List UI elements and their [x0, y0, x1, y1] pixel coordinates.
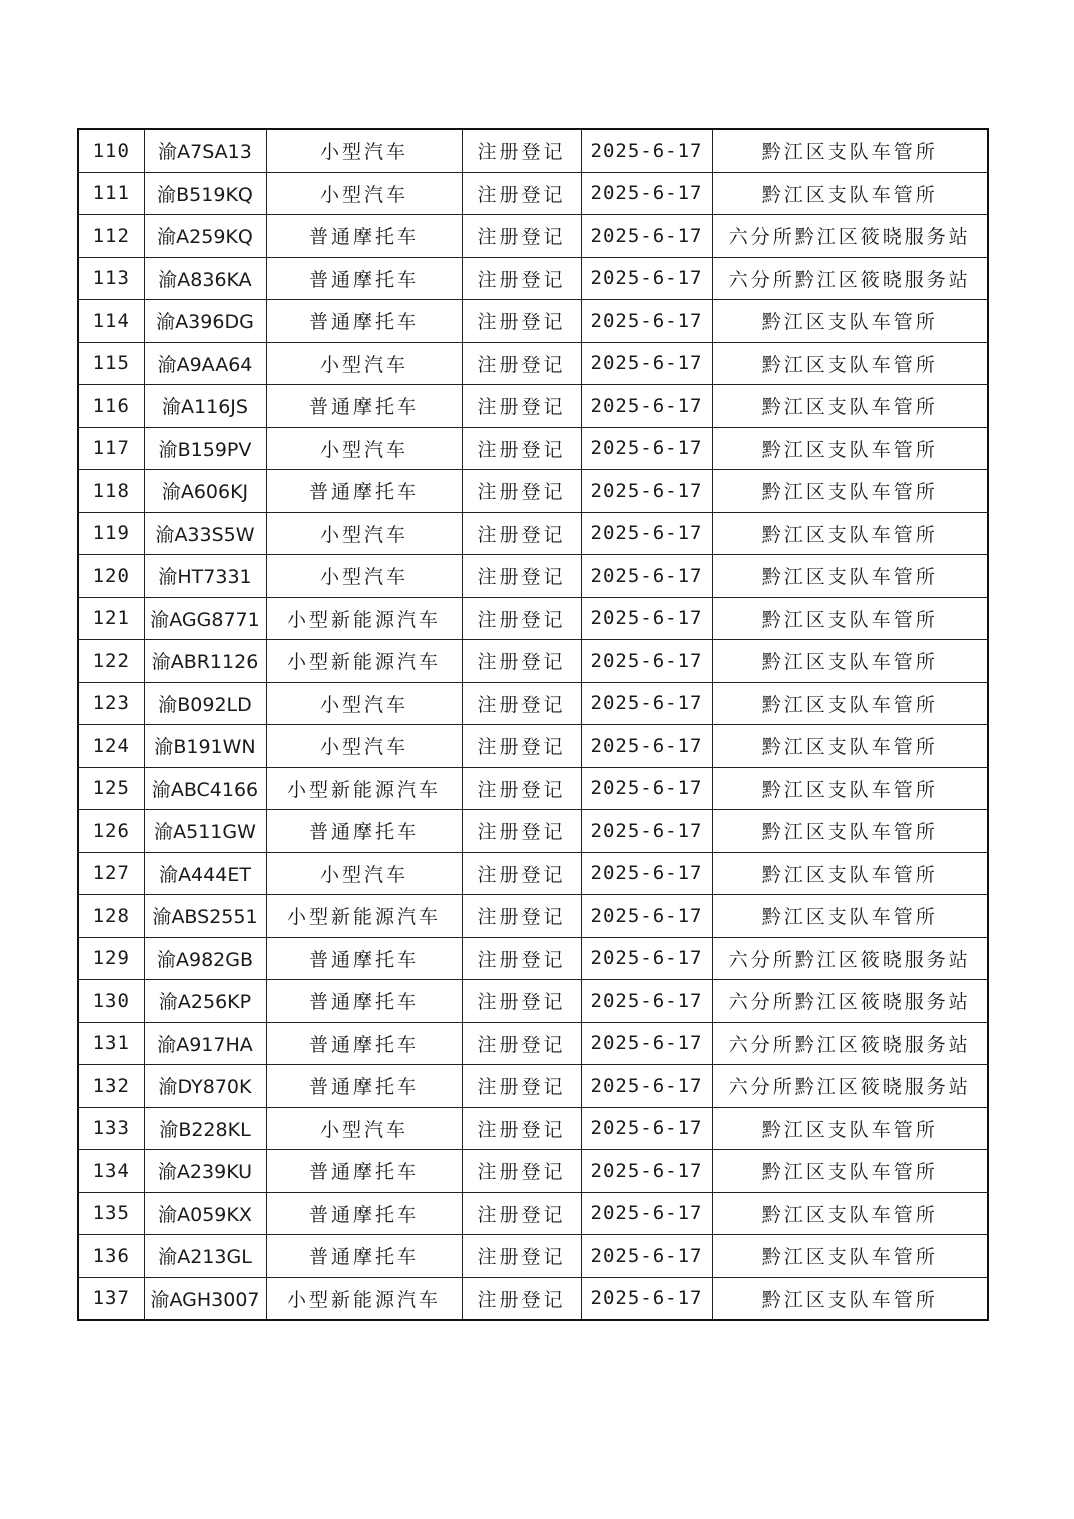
business-type-cell: 注册登记 — [462, 937, 581, 980]
office-cell: 六分所黔江区筱晓服务站 — [712, 937, 988, 980]
row-number-cell: 112 — [78, 215, 144, 258]
table-row — [78, 215, 988, 258]
row-number-cell: 123 — [78, 682, 144, 725]
plate-number-cell: 渝A7SA13 — [144, 129, 266, 172]
plate-number-cell: 渝B191WN — [144, 725, 266, 768]
row-number-cell: 122 — [78, 640, 144, 683]
row-number-cell: 116 — [78, 385, 144, 428]
vehicle-type-cell: 小型汽车 — [266, 852, 462, 895]
date-cell: 2025-6-17 — [581, 385, 712, 428]
office-cell: 黔江区支队车管所 — [712, 555, 988, 598]
row-number-cell: 136 — [78, 1235, 144, 1278]
vehicle-type-cell: 小型汽车 — [266, 682, 462, 725]
plate-number-cell: 渝A33S5W — [144, 512, 266, 555]
office-cell: 黔江区支队车管所 — [712, 1235, 988, 1278]
row-number-cell: 117 — [78, 427, 144, 470]
office-cell: 黔江区支队车管所 — [712, 1277, 988, 1320]
office-cell: 六分所黔江区筱晓服务站 — [712, 215, 988, 258]
business-type-cell: 注册登记 — [462, 257, 581, 300]
business-type-cell: 注册登记 — [462, 1022, 581, 1065]
business-type-cell: 注册登记 — [462, 512, 581, 555]
plate-number-cell: 渝ABC4166 — [144, 767, 266, 810]
office-cell: 黔江区支队车管所 — [712, 767, 988, 810]
row-number-cell: 125 — [78, 767, 144, 810]
row-number-cell: 120 — [78, 555, 144, 598]
plate-number-cell: 渝A256KP — [144, 980, 266, 1023]
office-cell: 黔江区支队车管所 — [712, 1150, 988, 1193]
plate-number-cell: 渝A116JS — [144, 385, 266, 428]
office-cell: 黔江区支队车管所 — [712, 895, 988, 938]
business-type-cell: 注册登记 — [462, 1192, 581, 1235]
business-type-cell: 注册登记 — [462, 342, 581, 385]
plate-number-cell: 渝A836KA — [144, 257, 266, 300]
vehicle-type-cell: 普通摩托车 — [266, 1235, 462, 1278]
vehicle-type-cell: 普通摩托车 — [266, 1065, 462, 1108]
date-cell: 2025-6-17 — [581, 1150, 712, 1193]
vehicle-type-cell: 小型汽车 — [266, 725, 462, 768]
vehicle-type-cell: 普通摩托车 — [266, 980, 462, 1023]
business-type-cell: 注册登记 — [462, 1150, 581, 1193]
date-cell: 2025-6-17 — [581, 1235, 712, 1278]
row-number-cell: 133 — [78, 1107, 144, 1150]
table-row — [78, 1065, 988, 1108]
office-cell: 黔江区支队车管所 — [712, 129, 988, 172]
vehicle-type-cell: 普通摩托车 — [266, 1022, 462, 1065]
table-row — [78, 640, 988, 683]
plate-number-cell: 渝A606KJ — [144, 470, 266, 513]
vehicle-registration-table — [77, 128, 989, 1321]
row-number-cell: 115 — [78, 342, 144, 385]
vehicle-type-cell: 小型新能源汽车 — [266, 1277, 462, 1320]
business-type-cell: 注册登记 — [462, 597, 581, 640]
date-cell: 2025-6-17 — [581, 1065, 712, 1108]
table-row — [78, 767, 988, 810]
row-number-cell: 132 — [78, 1065, 144, 1108]
plate-number-cell: 渝B092LD — [144, 682, 266, 725]
business-type-cell: 注册登记 — [462, 895, 581, 938]
row-number-cell: 130 — [78, 980, 144, 1023]
vehicle-type-cell: 普通摩托车 — [266, 300, 462, 343]
plate-number-cell: 渝A059KX — [144, 1192, 266, 1235]
vehicle-type-cell: 小型汽车 — [266, 555, 462, 598]
table-row — [78, 1107, 988, 1150]
office-cell: 黔江区支队车管所 — [712, 597, 988, 640]
vehicle-type-cell: 普通摩托车 — [266, 1150, 462, 1193]
office-cell: 六分所黔江区筱晓服务站 — [712, 980, 988, 1023]
vehicle-type-cell: 普通摩托车 — [266, 215, 462, 258]
row-number-cell: 137 — [78, 1277, 144, 1320]
business-type-cell: 注册登记 — [462, 555, 581, 598]
vehicle-type-cell: 小型汽车 — [266, 1107, 462, 1150]
date-cell: 2025-6-17 — [581, 300, 712, 343]
table-row — [78, 1277, 988, 1320]
vehicle-type-cell: 普通摩托车 — [266, 257, 462, 300]
plate-number-cell: 渝DY870K — [144, 1065, 266, 1108]
vehicle-type-cell: 小型汽车 — [266, 129, 462, 172]
row-number-cell: 110 — [78, 129, 144, 172]
table-row — [78, 810, 988, 853]
plate-number-cell: 渝B519KQ — [144, 172, 266, 215]
plate-number-cell: 渝AGH3007 — [144, 1277, 266, 1320]
table-row — [78, 1192, 988, 1235]
plate-number-cell: 渝A444ET — [144, 852, 266, 895]
vehicle-type-cell: 小型汽车 — [266, 427, 462, 470]
office-cell: 黔江区支队车管所 — [712, 427, 988, 470]
plate-number-cell: 渝A982GB — [144, 937, 266, 980]
plate-number-cell: 渝A9AA64 — [144, 342, 266, 385]
plate-number-cell: 渝B159PV — [144, 427, 266, 470]
table-row — [78, 470, 988, 513]
business-type-cell: 注册登记 — [462, 980, 581, 1023]
business-type-cell: 注册登记 — [462, 682, 581, 725]
business-type-cell: 注册登记 — [462, 1065, 581, 1108]
business-type-cell: 注册登记 — [462, 1277, 581, 1320]
vehicle-type-cell: 小型汽车 — [266, 512, 462, 555]
office-cell: 黔江区支队车管所 — [712, 810, 988, 853]
office-cell: 六分所黔江区筱晓服务站 — [712, 257, 988, 300]
table-row — [78, 725, 988, 768]
table-row — [78, 555, 988, 598]
row-number-cell: 119 — [78, 512, 144, 555]
date-cell: 2025-6-17 — [581, 767, 712, 810]
plate-number-cell: 渝B228KL — [144, 1107, 266, 1150]
date-cell: 2025-6-17 — [581, 172, 712, 215]
date-cell: 2025-6-17 — [581, 1022, 712, 1065]
date-cell: 2025-6-17 — [581, 640, 712, 683]
office-cell: 黔江区支队车管所 — [712, 385, 988, 428]
row-number-cell: 131 — [78, 1022, 144, 1065]
plate-number-cell: 渝A917HA — [144, 1022, 266, 1065]
vehicle-type-cell: 小型新能源汽车 — [266, 895, 462, 938]
date-cell: 2025-6-17 — [581, 597, 712, 640]
office-cell: 黔江区支队车管所 — [712, 640, 988, 683]
business-type-cell: 注册登记 — [462, 1235, 581, 1278]
table-row — [78, 129, 988, 172]
office-cell: 六分所黔江区筱晓服务站 — [712, 1022, 988, 1065]
table-row — [78, 597, 988, 640]
date-cell: 2025-6-17 — [581, 470, 712, 513]
vehicle-type-cell: 小型新能源汽车 — [266, 597, 462, 640]
table-row — [78, 682, 988, 725]
date-cell: 2025-6-17 — [581, 725, 712, 768]
date-cell: 2025-6-17 — [581, 342, 712, 385]
office-cell: 六分所黔江区筱晓服务站 — [712, 1065, 988, 1108]
business-type-cell: 注册登记 — [462, 300, 581, 343]
row-number-cell: 128 — [78, 895, 144, 938]
date-cell: 2025-6-17 — [581, 512, 712, 555]
table-row — [78, 427, 988, 470]
office-cell: 黔江区支队车管所 — [712, 172, 988, 215]
row-number-cell: 118 — [78, 470, 144, 513]
office-cell: 黔江区支队车管所 — [712, 1107, 988, 1150]
table-row — [78, 385, 988, 428]
table-row — [78, 980, 988, 1023]
date-cell: 2025-6-17 — [581, 1107, 712, 1150]
row-number-cell: 135 — [78, 1192, 144, 1235]
row-number-cell: 111 — [78, 172, 144, 215]
table-body — [78, 129, 988, 1320]
vehicle-type-cell: 普通摩托车 — [266, 810, 462, 853]
row-number-cell: 113 — [78, 257, 144, 300]
office-cell: 黔江区支队车管所 — [712, 342, 988, 385]
date-cell: 2025-6-17 — [581, 1192, 712, 1235]
vehicle-type-cell: 小型新能源汽车 — [266, 640, 462, 683]
vehicle-type-cell: 小型新能源汽车 — [266, 767, 462, 810]
plate-number-cell: 渝AGG8771 — [144, 597, 266, 640]
table-row — [78, 300, 988, 343]
plate-number-cell: 渝A213GL — [144, 1235, 266, 1278]
business-type-cell: 注册登记 — [462, 215, 581, 258]
plate-number-cell: 渝A396DG — [144, 300, 266, 343]
date-cell: 2025-6-17 — [581, 427, 712, 470]
business-type-cell: 注册登记 — [462, 1107, 581, 1150]
business-type-cell: 注册登记 — [462, 172, 581, 215]
row-number-cell: 129 — [78, 937, 144, 980]
table-row — [78, 1150, 988, 1193]
date-cell: 2025-6-17 — [581, 895, 712, 938]
plate-number-cell: 渝A511GW — [144, 810, 266, 853]
vehicle-type-cell: 普通摩托车 — [266, 1192, 462, 1235]
table-row — [78, 1235, 988, 1278]
business-type-cell: 注册登记 — [462, 385, 581, 428]
office-cell: 黔江区支队车管所 — [712, 682, 988, 725]
vehicle-type-cell: 普通摩托车 — [266, 937, 462, 980]
date-cell: 2025-6-17 — [581, 129, 712, 172]
date-cell: 2025-6-17 — [581, 937, 712, 980]
plate-number-cell: 渝A239KU — [144, 1150, 266, 1193]
business-type-cell: 注册登记 — [462, 810, 581, 853]
business-type-cell: 注册登记 — [462, 852, 581, 895]
plate-number-cell: 渝A259KQ — [144, 215, 266, 258]
date-cell: 2025-6-17 — [581, 682, 712, 725]
vehicle-type-cell: 小型汽车 — [266, 342, 462, 385]
table-row — [78, 257, 988, 300]
office-cell: 黔江区支队车管所 — [712, 725, 988, 768]
table-row — [78, 342, 988, 385]
date-cell: 2025-6-17 — [581, 555, 712, 598]
date-cell: 2025-6-17 — [581, 215, 712, 258]
table-row — [78, 172, 988, 215]
table-row — [78, 512, 988, 555]
row-number-cell: 126 — [78, 810, 144, 853]
office-cell: 黔江区支队车管所 — [712, 470, 988, 513]
office-cell: 黔江区支队车管所 — [712, 300, 988, 343]
row-number-cell: 127 — [78, 852, 144, 895]
row-number-cell: 114 — [78, 300, 144, 343]
date-cell: 2025-6-17 — [581, 1277, 712, 1320]
date-cell: 2025-6-17 — [581, 980, 712, 1023]
business-type-cell: 注册登记 — [462, 427, 581, 470]
table-row — [78, 1022, 988, 1065]
office-cell: 黔江区支队车管所 — [712, 1192, 988, 1235]
office-cell: 黔江区支队车管所 — [712, 852, 988, 895]
date-cell: 2025-6-17 — [581, 810, 712, 853]
office-cell: 黔江区支队车管所 — [712, 512, 988, 555]
date-cell: 2025-6-17 — [581, 852, 712, 895]
vehicle-type-cell: 普通摩托车 — [266, 385, 462, 428]
row-number-cell: 124 — [78, 725, 144, 768]
table-row — [78, 937, 988, 980]
vehicle-type-cell: 小型汽车 — [266, 172, 462, 215]
row-number-cell: 134 — [78, 1150, 144, 1193]
table-row — [78, 895, 988, 938]
table-row — [78, 852, 988, 895]
date-cell: 2025-6-17 — [581, 257, 712, 300]
row-number-cell: 121 — [78, 597, 144, 640]
business-type-cell: 注册登记 — [462, 640, 581, 683]
business-type-cell: 注册登记 — [462, 470, 581, 513]
plate-number-cell: 渝HT7331 — [144, 555, 266, 598]
plate-number-cell: 渝ABS2551 — [144, 895, 266, 938]
plate-number-cell: 渝ABR1126 — [144, 640, 266, 683]
business-type-cell: 注册登记 — [462, 725, 581, 768]
business-type-cell: 注册登记 — [462, 129, 581, 172]
business-type-cell: 注册登记 — [462, 767, 581, 810]
vehicle-type-cell: 普通摩托车 — [266, 470, 462, 513]
